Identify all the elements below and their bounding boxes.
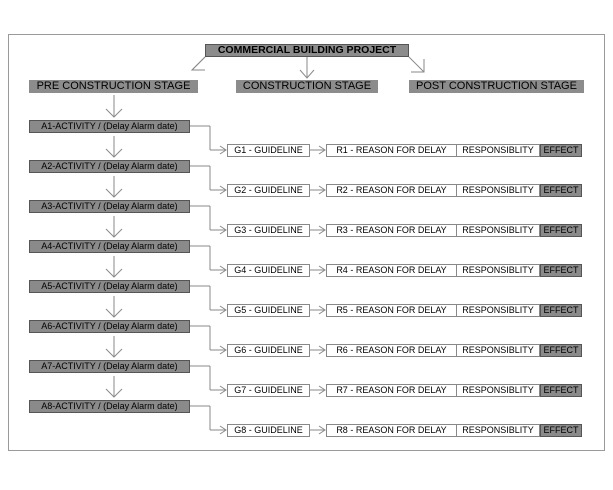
responsibility-box: RESPONSIBLITY (457, 144, 540, 157)
guideline-box: G7 - GUIDELINE (227, 384, 310, 397)
stage-pre-construction: PRE CONSTRUCTION STAGE (29, 80, 198, 93)
reason-box: R5 - REASON FOR DELAY (326, 304, 457, 317)
guideline-box: G2 - GUIDELINE (227, 184, 310, 197)
guideline-box: G6 - GUIDELINE (227, 344, 310, 357)
activity-box: A8-ACTIVITY / (Delay Alarm date) (29, 400, 190, 413)
guideline-box: G5 - GUIDELINE (227, 304, 310, 317)
effect-box: EFFECT (540, 304, 582, 317)
reason-box: R2 - REASON FOR DELAY (326, 184, 457, 197)
activity-box: A2-ACTIVITY / (Delay Alarm date) (29, 160, 190, 173)
guideline-box: G8 - GUIDELINE (227, 424, 310, 437)
responsibility-box: RESPONSIBLITY (457, 224, 540, 237)
activity-box: A3-ACTIVITY / (Delay Alarm date) (29, 200, 190, 213)
activity-box: A6-ACTIVITY / (Delay Alarm date) (29, 320, 190, 333)
activity-box: A1-ACTIVITY / (Delay Alarm date) (29, 120, 190, 133)
responsibility-box: RESPONSIBLITY (457, 264, 540, 277)
effect-box: EFFECT (540, 384, 582, 397)
reason-box: R7 - REASON FOR DELAY (326, 384, 457, 397)
reason-box: R6 - REASON FOR DELAY (326, 344, 457, 357)
reason-box: R8 - REASON FOR DELAY (326, 424, 457, 437)
activity-box: A4-ACTIVITY / (Delay Alarm date) (29, 240, 190, 253)
connector-line (409, 57, 424, 72)
responsibility-box: RESPONSIBLITY (457, 184, 540, 197)
responsibility-box: RESPONSIBLITY (457, 304, 540, 317)
stage-construction: CONSTRUCTION STAGE (236, 80, 378, 93)
effect-box: EFFECT (540, 424, 582, 437)
guideline-box: G3 - GUIDELINE (227, 224, 310, 237)
diagram-title: COMMERCIAL BUILDING PROJECT (205, 44, 409, 57)
effect-box: EFFECT (540, 344, 582, 357)
effect-box: EFFECT (540, 144, 582, 157)
responsibility-box: RESPONSIBLITY (457, 384, 540, 397)
connector-line (192, 57, 205, 70)
reason-box: R3 - REASON FOR DELAY (326, 224, 457, 237)
guideline-box: G4 - GUIDELINE (227, 264, 310, 277)
guideline-box: G1 - GUIDELINE (227, 144, 310, 157)
effect-box: EFFECT (540, 264, 582, 277)
responsibility-box: RESPONSIBLITY (457, 344, 540, 357)
effect-box: EFFECT (540, 184, 582, 197)
activity-box: A7-ACTIVITY / (Delay Alarm date) (29, 360, 190, 373)
responsibility-box: RESPONSIBLITY (457, 424, 540, 437)
stage-post-construction: POST CONSTRUCTION STAGE (409, 80, 584, 93)
activity-box: A5-ACTIVITY / (Delay Alarm date) (29, 280, 190, 293)
effect-box: EFFECT (540, 224, 582, 237)
reason-box: R1 - REASON FOR DELAY (326, 144, 457, 157)
reason-box: R4 - REASON FOR DELAY (326, 264, 457, 277)
